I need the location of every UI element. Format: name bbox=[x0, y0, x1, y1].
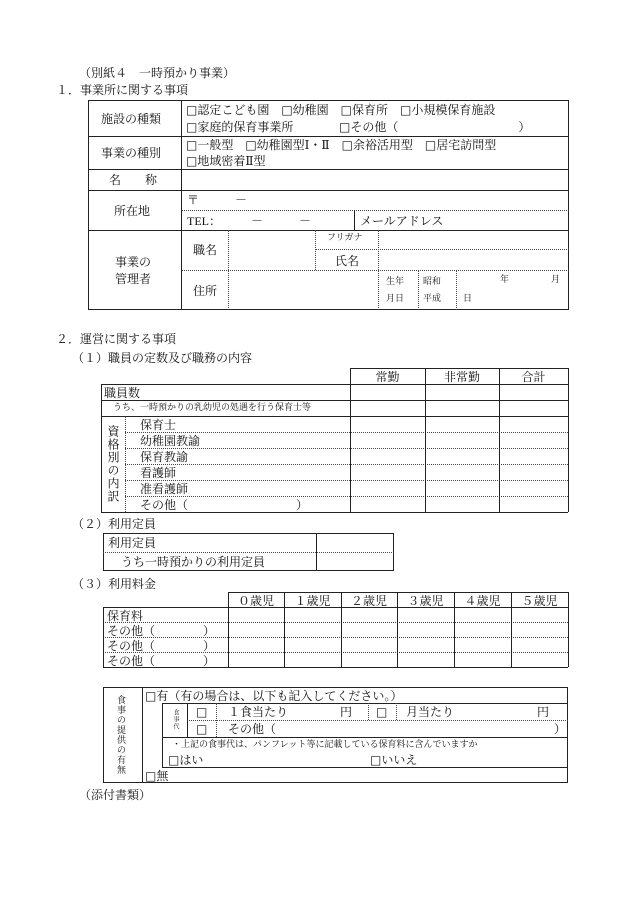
row-staff-count: 職員数 bbox=[104, 386, 141, 400]
meal-provision-label: 食事の提供の有無 bbox=[115, 695, 125, 775]
postal-field[interactable]: 〒 － bbox=[187, 193, 248, 207]
section2-title: ２．運営に関する事項 bbox=[56, 332, 177, 346]
section1-title: １．事業所に関する事項 bbox=[56, 83, 189, 97]
furigana-label: フリガナ bbox=[327, 233, 363, 243]
qual-row: 幼稚園教諭 bbox=[140, 434, 201, 448]
capacity-title: （２）利用定員 bbox=[72, 517, 157, 531]
other-checkbox[interactable]: □ bbox=[196, 722, 208, 736]
era-heisei: 平成 bbox=[423, 294, 442, 304]
other-label: その他（ bbox=[228, 722, 277, 736]
year-label: 年 bbox=[500, 275, 510, 285]
manager-label-1: 事業の bbox=[115, 255, 152, 269]
age-col: １歳児 bbox=[294, 594, 331, 608]
address-label: 住所 bbox=[193, 284, 218, 298]
facility-type-label: 施設の種類 bbox=[101, 112, 162, 126]
facility-options-1[interactable]: □認定こども園 □幼稚園 □保育所 □小規模保育施設 bbox=[186, 103, 496, 117]
job-title-label: 職名 bbox=[193, 243, 218, 257]
answer-no[interactable]: □いいえ bbox=[370, 753, 418, 767]
business-options-1[interactable]: □一般型 □幼稚園型Ⅰ・Ⅱ □余裕活用型 □居宅訪問型 bbox=[186, 138, 497, 152]
meal-question: ・上記の食事代は、パンフレット等に記載している保育料に含んでいますか bbox=[172, 740, 478, 750]
capacity-row: うち一時預かりの利用定員 bbox=[121, 555, 266, 569]
manager-label-2: 管理者 bbox=[115, 272, 152, 286]
facility-options-2[interactable]: □家庭的保育事業所 bbox=[186, 120, 294, 134]
capacity-row: 利用定員 bbox=[108, 536, 157, 550]
per-meal-label: １食当たり bbox=[228, 705, 289, 719]
qual-row: 保育士 bbox=[140, 418, 177, 432]
dob-label-2: 月日 bbox=[386, 294, 405, 304]
answer-yes[interactable]: □はい bbox=[168, 753, 204, 767]
per-meal-checkbox[interactable]: □ bbox=[196, 705, 208, 719]
business-options-2[interactable]: □地域密着Ⅱ型 bbox=[186, 154, 266, 168]
staff-title: （１）職員の定数及び職務の内容 bbox=[72, 351, 253, 365]
attachments-label: （添付書類） bbox=[79, 788, 152, 802]
fullname-label: 氏名 bbox=[335, 254, 360, 268]
month-label: 月 bbox=[551, 275, 561, 285]
age-col: ５歳児 bbox=[521, 594, 558, 608]
qual-row: 准看護師 bbox=[140, 482, 189, 496]
day-label: 日 bbox=[463, 294, 473, 304]
per-month-label: 月当たり bbox=[406, 705, 455, 719]
fee-row: その他（ ） bbox=[107, 639, 216, 653]
yen-unit: 円 bbox=[340, 705, 353, 719]
qual-row: 看護師 bbox=[140, 466, 177, 480]
qual-row: 保育教諭 bbox=[140, 450, 189, 464]
age-col: ４歳児 bbox=[464, 594, 501, 608]
per-month-checkbox[interactable]: □ bbox=[376, 705, 388, 719]
era-showa: 昭和 bbox=[423, 277, 442, 287]
email-label: メールアドレス bbox=[360, 214, 444, 228]
name-label: 名 称 bbox=[109, 173, 158, 187]
page-header: （別紙４ 一時預かり事業） bbox=[79, 66, 236, 80]
age-col: ３歳児 bbox=[407, 594, 444, 608]
facility-other[interactable]: □その他（ ） bbox=[339, 120, 531, 134]
meal-cost-label: 食事代 bbox=[172, 709, 179, 730]
meal-no-option[interactable]: □無 bbox=[145, 769, 169, 783]
yen-unit: 円 bbox=[537, 705, 550, 719]
fee-row: 保育料 bbox=[107, 609, 144, 623]
meal-yes-option[interactable]: □有（有の場合は、以下も記入してください。） bbox=[145, 689, 403, 703]
col-parttime: 非常勤 bbox=[443, 370, 480, 384]
fee-row: その他（ ） bbox=[107, 624, 216, 638]
qualification-label: 資格別の内訳 bbox=[106, 425, 120, 503]
location-label: 所在地 bbox=[114, 204, 151, 218]
qual-row: その他（ ） bbox=[140, 498, 309, 512]
other-close-paren: ） bbox=[554, 722, 567, 736]
business-type-label: 事業の種別 bbox=[101, 146, 162, 160]
fees-title: （３）利用料金 bbox=[72, 577, 157, 591]
age-col: ２歳児 bbox=[350, 594, 387, 608]
age-col: ０歳児 bbox=[237, 594, 274, 608]
col-fulltime: 常勤 bbox=[375, 370, 400, 384]
row-childcare-staff: うち、一時預かりの乳幼児の処遇を行う保育士等 bbox=[113, 403, 312, 413]
fee-row: その他（ ） bbox=[107, 654, 216, 668]
col-total: 合計 bbox=[521, 370, 546, 384]
tel-field[interactable]: TEL： － － bbox=[187, 214, 311, 228]
dob-label-1: 生年 bbox=[386, 277, 405, 287]
